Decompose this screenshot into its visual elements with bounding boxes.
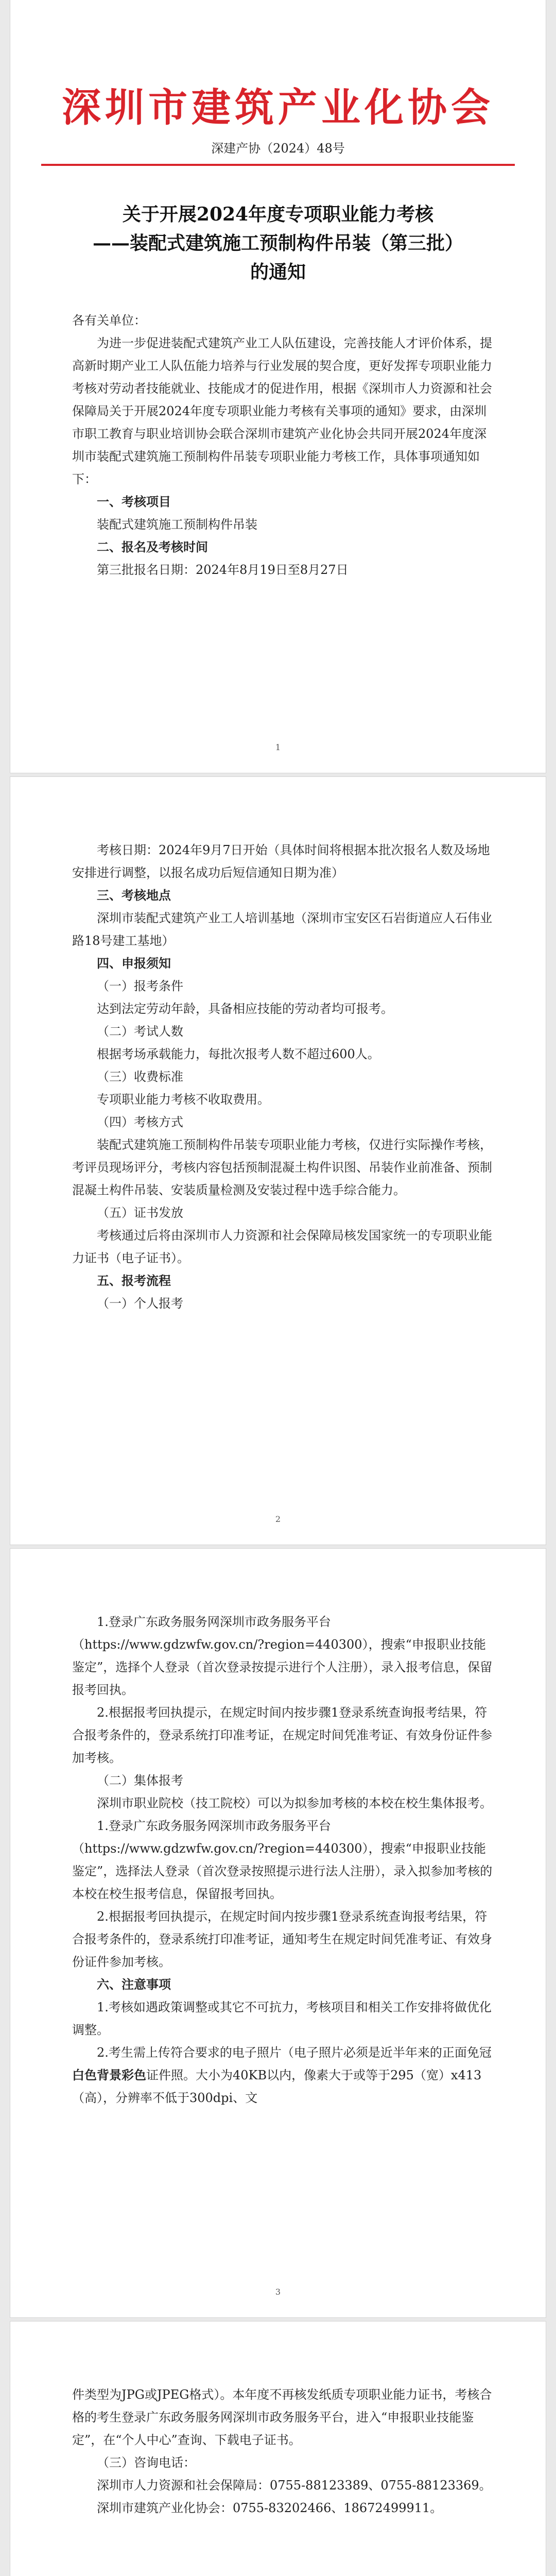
document-header: 深圳市建筑产业化协会 xyxy=(62,84,494,130)
paragraph: 考核日期：2024年9月7日开始（具体时间将根据本批次报名人数及场地安排进行调整，以报名成功后短信通知日期为准） xyxy=(72,843,490,880)
paragraph: 第三批报名日期：2024年8月19日至8月27日 xyxy=(97,563,349,577)
paragraph: 装配式建筑施工预制构件吊装专项职业能力考核，仅进行实际操作考核，考评员现场评分，考核内容包括预制混凝土构件识图、吊装作业前准备、预制混凝土构件吊装、安装质量检测及安装过程中选手综合能力。 xyxy=(72,1138,492,1197)
paragraph xyxy=(72,2041,494,2109)
title-line: ——装配式建筑施工预制构件吊装（第三批） xyxy=(92,232,463,254)
document-body xyxy=(72,2383,494,2519)
subsection-heading: （四）考核方式 xyxy=(97,1115,183,1129)
section-heading: 一、考核项目 xyxy=(97,494,171,509)
section-heading: 三、考核地点 xyxy=(97,888,171,903)
subsection-heading: （一）个人报考 xyxy=(97,1296,183,1311)
section-heading: 二、报名及考核时间 xyxy=(97,539,208,554)
salutation: 各有关单位： xyxy=(72,313,146,328)
paragraph: 深圳市装配式建筑产业工人培训基地（深圳市宝安区石岩街道应人石伟业路18号建工基地） xyxy=(72,911,492,948)
paragraph: 2.根据报考回执提示，在规定时间内按步骤1登录系统查询报考结果，符合报考条件的，登录系统打印准考证，通知考生在规定时间凭准考证、有效身份证件参加考核。 xyxy=(72,1909,492,1969)
paragraph: 深圳市职业院校（技工院校）可以为拟参加考核的本校在校生集体报考。 xyxy=(97,1796,492,1810)
paragraph: 根据考场承载能力，每批次报考人数不超过600人。 xyxy=(97,1047,380,1061)
paragraph: 深圳市建筑产业化协会：0755-83202466、18672499911。 xyxy=(97,2501,443,2515)
document-page-1 xyxy=(10,0,546,773)
paragraph: 1.登录广东政务服务网深圳市政务服务平台（https://www.gdzwfw.gov.cn/?region=440300），搜索“申报职业技能鉴定”，选择个人登录（首次登录按提示进行个人注册），录入报考信息，保留报考回执。 xyxy=(72,1615,493,1697)
section-heading: 五、报考流程 xyxy=(97,1273,171,1288)
title-line: 的通知 xyxy=(250,261,306,283)
text-run: 2.考生需上传符合要求的电子照片（电子照片必须是近半年来的正面免冠 xyxy=(97,2045,492,2060)
page-number: 3 xyxy=(275,2287,281,2297)
document-number: 深建产协（2024）48号 xyxy=(211,141,345,156)
section-heading: 四、申报须知 xyxy=(97,956,171,971)
paragraph: 深圳市人力资源和社会保障局：0755-88123389、0755-88123369。 xyxy=(97,2478,492,2493)
subsection-heading: （二）考试人数 xyxy=(97,1024,183,1039)
document-page-2 xyxy=(10,777,546,1545)
text-run: 证件照。大小为40KB以内，像素大于或等于295（宽）x413（高），分辨率不低于300dpi、文 xyxy=(72,2068,482,2105)
paragraph xyxy=(72,1996,494,2041)
subsection-heading: （三）咨询电话： xyxy=(97,2455,196,2470)
paragraph: 专项职业能力考核不收取费用。 xyxy=(97,1092,270,1107)
intro-paragraph: 为进一步促进装配式建筑产业工人队伍建设，完善技能人才评价体系，提高新时期产业工人队伍能力培养与行业发展的契合度，更好发挥专项职业能力考核对劳动者技能就业、技能成才的促进作用，根据《深圳市人力资源和社会保障局关于开展2024年度专项职业能力考核有关事项的通知》要求，由深圳市职工教育与职业培训协会联合深圳市建筑产业化协会共同开展2024年度深圳市装配式建筑施工预制构件吊装专项职业能力考核工作，具体事项通知如下： xyxy=(72,336,492,486)
paragraph: 达到法定劳动年龄，具备相应技能的劳动者均可报考。 xyxy=(97,1002,393,1016)
subsection-heading: （二）集体报考 xyxy=(97,1773,183,1788)
subsection-heading: （三）收费标准 xyxy=(97,1070,183,1084)
emphasized-text: 白色背景彩色 xyxy=(72,2067,146,2082)
text-run: 优化调整。 xyxy=(72,2000,492,2037)
document-page-3 xyxy=(10,1549,546,2317)
subsection-heading: （一）报考条件 xyxy=(97,979,183,993)
text-run: 1.考核如遇政策调整或其它不可抗力，考核项目和相关工作安排将做 xyxy=(97,2000,467,2014)
page-number: 2 xyxy=(275,1514,281,1524)
paragraph: 件类型为JPG或JPEG格式）。本年度不再核发纸质专项职业能力证书，考核合格的考生登录广东政务服务网深圳市政务服务平台，进入“申报职业技能鉴定”，在“个人中心”查询、下载电子证书。 xyxy=(72,2387,492,2447)
paragraph: 装配式建筑施工预制构件吊装 xyxy=(97,517,257,532)
document-page-4 xyxy=(10,2321,546,2576)
document-body xyxy=(72,839,494,1315)
paragraph: 2.根据报考回执提示，在规定时间内按步骤1登录系统查询报考结果，符合报考条件的，登录系统打印准考证，在规定时间凭准考证、有效身份证件参加考核。 xyxy=(72,1705,492,1765)
document-body xyxy=(72,309,494,581)
header-divider xyxy=(41,164,515,166)
document-title xyxy=(10,200,546,286)
paragraph: 1.登录广东政务服务网深圳市政务服务平台（https://www.gdzwfw.gov.cn/?region=440300），搜索“申报职业技能鉴定”，选择法人登录（首次登录按照提示进行法人注册），录入拟参加考核的本校在校生报考信息，保留报考回执。 xyxy=(72,1819,493,1901)
section-heading: 六、注意事项 xyxy=(97,1977,171,1992)
title-line: 关于开展2024年度专项职业能力考核 xyxy=(122,204,434,225)
paragraph: 考核通过后将由深圳市人力资源和社会保障局核发国家统一的专项职业能力证书（电子证书）。 xyxy=(72,1228,492,1265)
document-body xyxy=(72,1611,494,2109)
page-number: 1 xyxy=(275,742,281,752)
subsection-heading: （五）证书发放 xyxy=(97,1206,183,1220)
